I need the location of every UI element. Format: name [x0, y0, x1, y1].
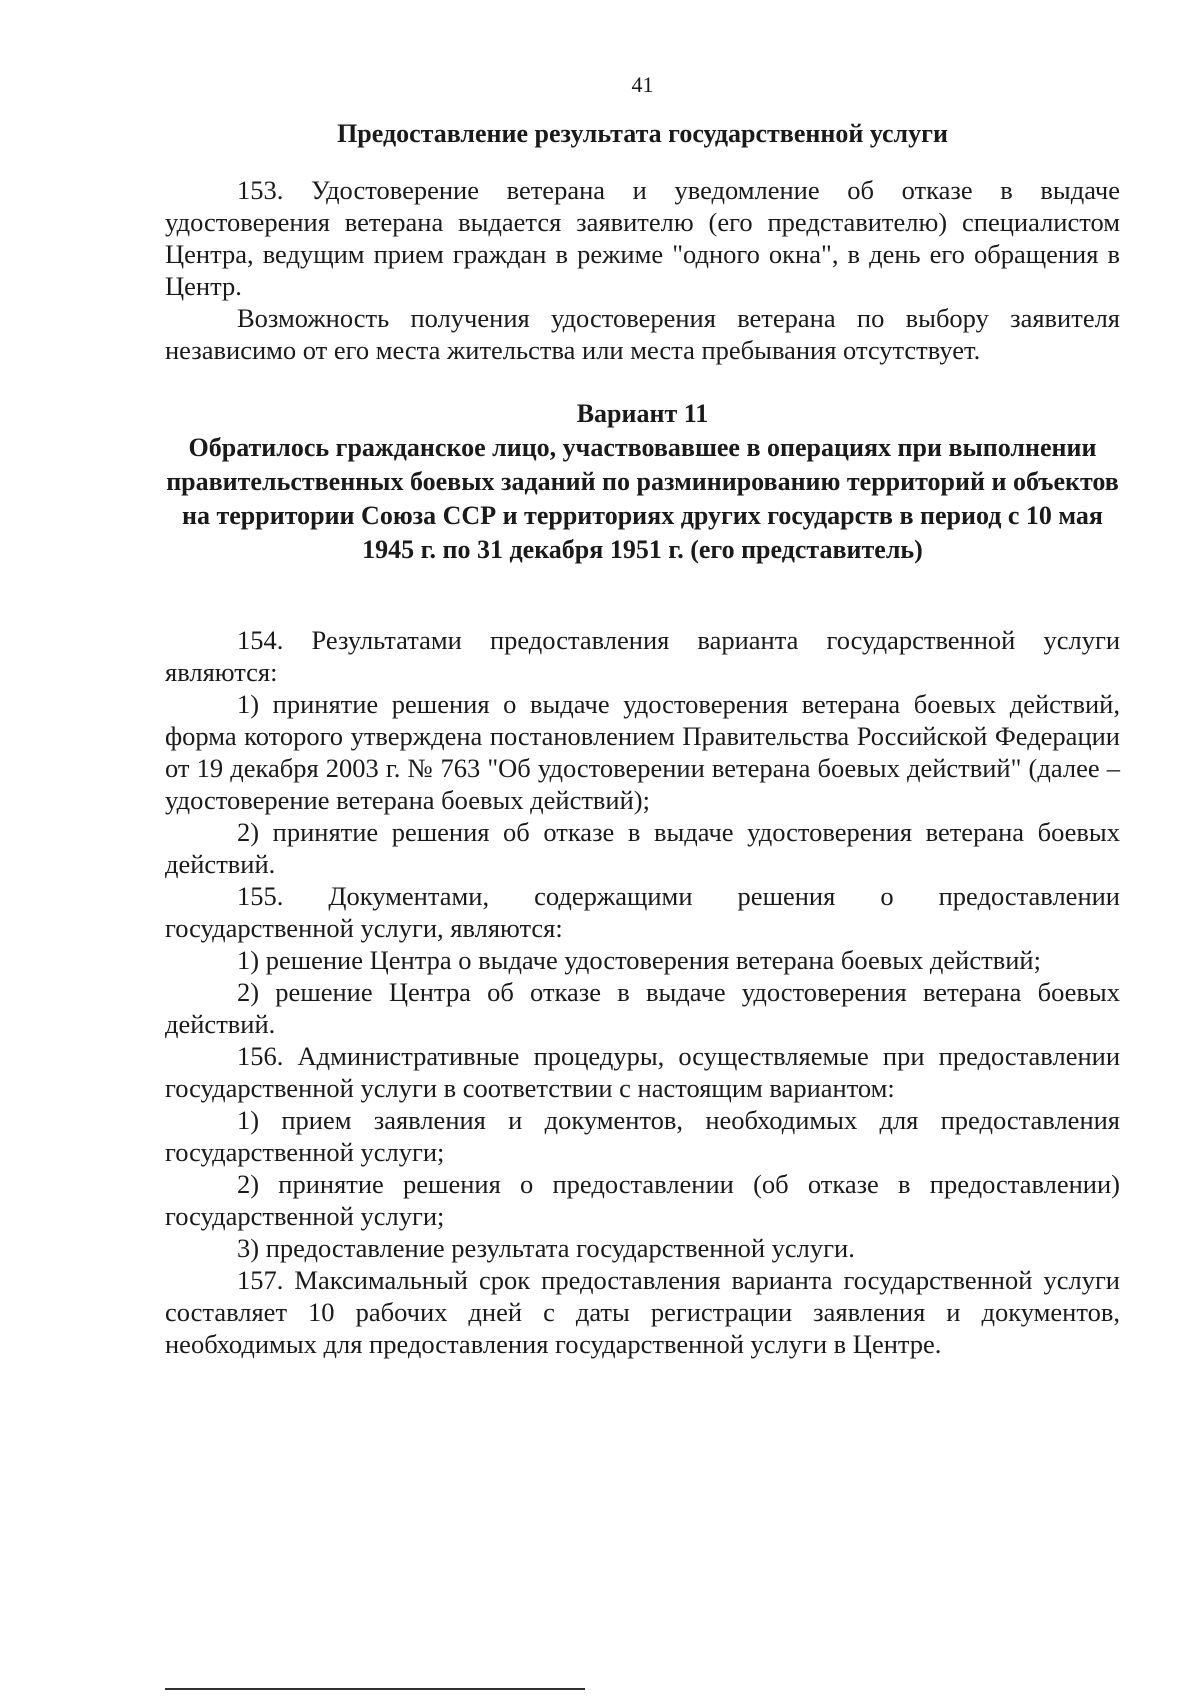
paragraph-156-item-2: 2) принятие решения о предоставлении (об отказе в предоставлении) государственной услуги; — [165, 1169, 1120, 1231]
paragraph-155-item-1: 1) решение Центра о выдаче удостоверения ветерана боевых действий; — [237, 945, 1041, 975]
paragraph-156-item-3: 3) предоставление результата государственной услуги. — [237, 1233, 855, 1263]
paragraph-157: 157. Максимальный срок предоставления варианта государственной услуги составляет 10 рабочих дней с даты регистрации заявления и документов, необходимых для предоставления государственной услуги в Центре. — [165, 1265, 1120, 1359]
paragraph-156-item-1: 1) прием заявления и документов, необходимых для предоставления государственной услуги; — [165, 1105, 1120, 1167]
paragraph-153: 153. Удостоверение ветерана и уведомление об отказе в выдаче удостоверения ветерана выдается заявителю (его представителю) специалистом Центра, ведущим прием граждан в режиме "одного окна", в день его обращения в Центр. — [165, 175, 1120, 301]
main-text-block — [165, 624, 1120, 1360]
section-title: Предоставление результата государственной услуги — [337, 119, 948, 148]
paragraph-156: 156. Административные процедуры, осуществляемые при предоставлении государственной услуги в соответствии с настоящим вариантом: — [165, 1041, 1120, 1103]
footer-rule — [165, 1688, 585, 1690]
variant-title: Вариант 11 — [576, 399, 709, 428]
paragraph-154-item-2: 2) принятие решения об отказе в выдаче удостоверения ветерана боевых действий. — [165, 817, 1120, 879]
document-page — [165, 0, 1120, 1696]
variant-heading — [165, 397, 1120, 567]
paragraph-155: 155. Документами, содержащими решения о предоставлении государственной услуги, являются: — [165, 881, 1120, 943]
top-text-block — [165, 174, 1120, 366]
variant-subtitle: Обратилось гражданское лицо, участвовавшее в операциях при выполнении правительственных боевых заданий по разминированию территорий и объектов на территории Союза ССР и территориях других государств в период с 10 мая 1945 г. по 31 декабря 1951 г. (его представитель) — [166, 433, 1119, 564]
paragraph-154-item-1: 1) принятие решения о выдаче удостоверения ветерана боевых действий, форма которого утверждена постановлением Правительства Российской Федерации от 19 декабря 2003 г. № 763 "Об удостоверении ветерана боевых действий" (далее – удостоверение ветерана боевых действий); — [165, 689, 1120, 815]
paragraph-153-possibility: Возможность получения удостоверения ветерана по выбору заявителя независимо от его места жительства или места пребывания отсутствует. — [165, 303, 1120, 365]
page-number: 41 — [631, 72, 654, 97]
paragraph-154: 154. Результатами предоставления варианта государственной услуги являются: — [165, 625, 1120, 687]
paragraph-155-item-2: 2) решение Центра об отказе в выдаче удостоверения ветерана боевых действий. — [165, 977, 1120, 1039]
